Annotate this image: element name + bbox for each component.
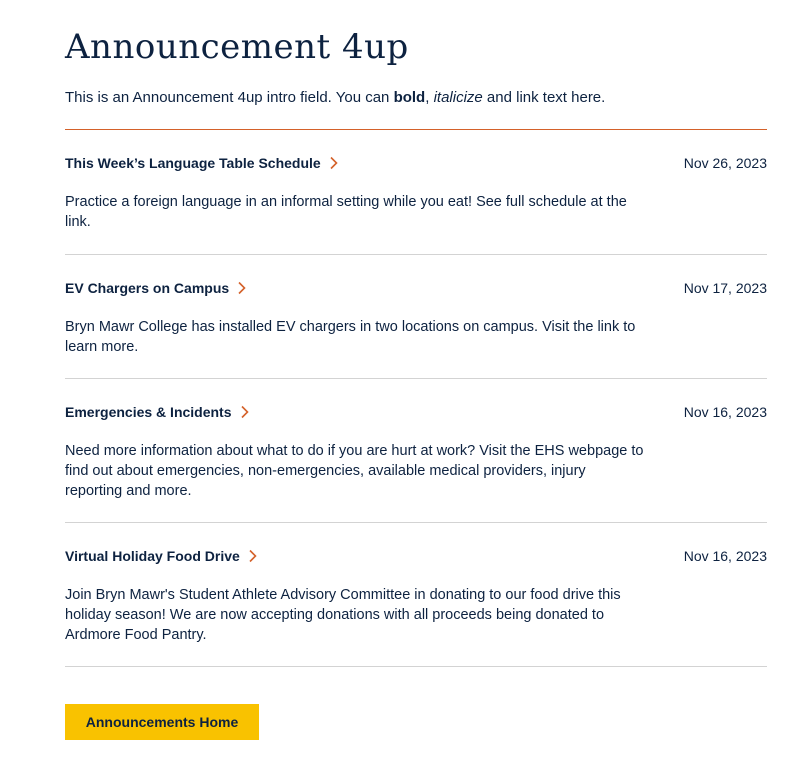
- intro-suffix: and link text here.: [482, 89, 606, 106]
- announcement-date: Nov 17, 2023: [683, 280, 767, 296]
- announcement-header: [65, 155, 767, 175]
- intro-text: [65, 89, 605, 107]
- announcement-title-link[interactable]: [65, 548, 259, 564]
- announcement-item: [65, 255, 767, 379]
- chevron-right-icon: [247, 549, 259, 563]
- announcement-item: [65, 379, 767, 523]
- announcement-date: Nov 16, 2023: [683, 404, 767, 420]
- intro-italic: italicize: [433, 89, 483, 106]
- announcement-header: [65, 404, 767, 424]
- announcement-title: This Week’s Language Table Schedule: [65, 155, 321, 171]
- chevron-right-icon: [239, 405, 251, 419]
- announcement-item: [65, 130, 767, 255]
- chevron-right-icon: [236, 281, 248, 295]
- announcement-item: [65, 523, 767, 667]
- announcement-title-link[interactable]: [65, 280, 248, 296]
- intro-prefix: This is an Announcement 4up intro field. You can: [65, 89, 394, 106]
- announcement-title-link[interactable]: [65, 404, 251, 420]
- announcement-title: EV Chargers on Campus: [65, 280, 230, 296]
- announcement-title-link[interactable]: [65, 155, 340, 171]
- announcement-header: [65, 280, 767, 300]
- announcements-home-button[interactable]: Announcements Home: [65, 704, 259, 740]
- announcement-body: Need more information about what to do if you are hurt at work? Visit the EHS webpage to find out about emergencies, non-emergencies, available medical providers, injury reporting and more.: [65, 443, 644, 499]
- intro-bold: bold: [393, 89, 426, 106]
- announcement-title: Emergencies & Incidents: [65, 404, 232, 420]
- announcement-date: Nov 16, 2023: [683, 548, 767, 564]
- page-title: Announcement 4up: [65, 27, 409, 67]
- announcement-list: [65, 130, 767, 667]
- announcement-header: [65, 548, 767, 568]
- intro-comma: ,: [425, 89, 434, 106]
- announcement-body: Bryn Mawr College has installed EV chargers in two locations on campus. Visit the link to learn more.: [65, 319, 636, 355]
- chevron-right-icon: [328, 156, 340, 170]
- announcement-body: Join Bryn Mawr's Student Athlete Advisory Committee in donating to our food drive this holiday season! We are now accepting donations with all proceeds being donated to Ardmore Food Pantry.: [65, 587, 621, 643]
- announcement-date: Nov 26, 2023: [683, 155, 767, 171]
- announcement-title: Virtual Holiday Food Drive: [65, 548, 240, 564]
- announcement-body: Practice a foreign language in an informal setting while you eat! See full schedule at the link.: [65, 194, 627, 230]
